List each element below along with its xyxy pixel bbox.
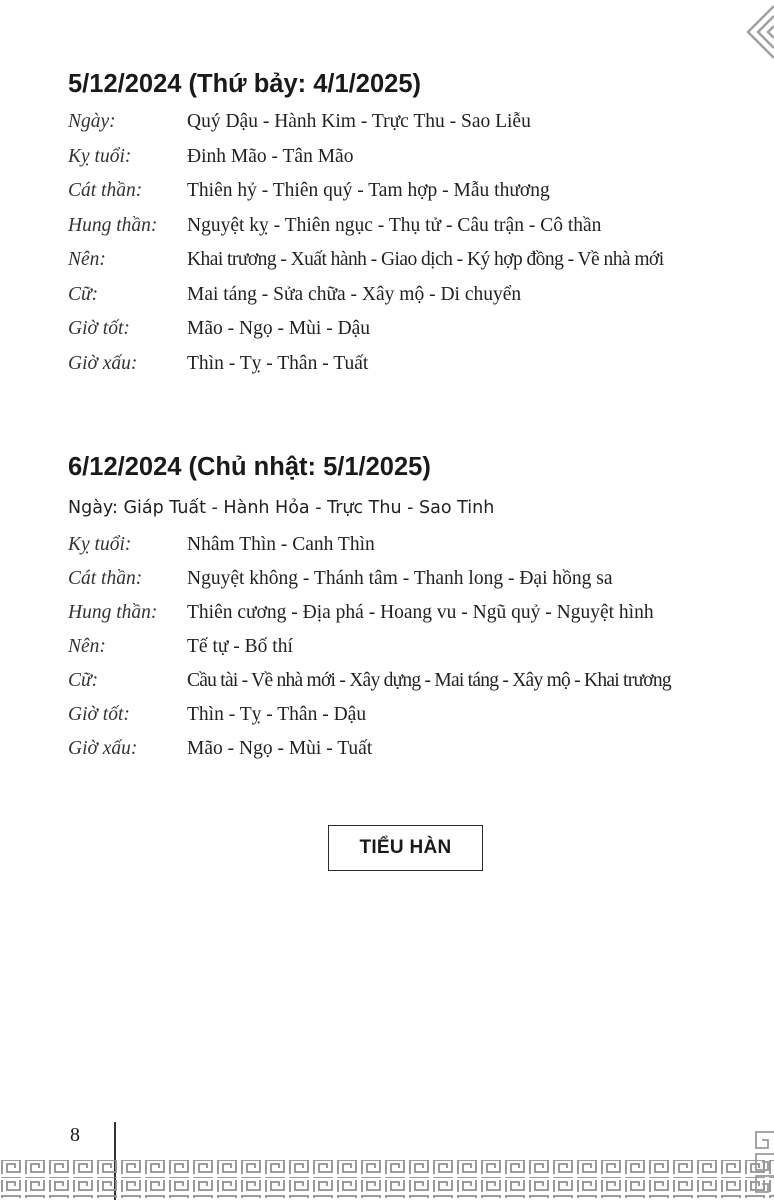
entry-value: Thiên cương - Địa phá - Hoang vu - Ngũ quỷ - Nguyệt hình (187, 602, 654, 623)
entry-row-ky-tuoi (0, 146, 774, 178)
entry-label: Cát thần: (68, 568, 143, 589)
entry-row-cu (0, 670, 774, 702)
entry-value: Tế tự - Bố thí (187, 636, 293, 657)
entry-value: Thìn - Tỵ - Thân - Tuất (187, 352, 369, 374)
entry-value: Quý Dậu - Hành Kim - Trực Thu - Sao Liễu (187, 111, 531, 132)
entry-value: Thìn - Tỵ - Thân - Dậu (187, 704, 367, 725)
entry-label: Giờ xấu: (68, 738, 138, 759)
entry-row-ngay: Ngày: Giáp Tuất - Hành Hỏa - Trực Thu - Sao Tinh (68, 498, 495, 518)
entry-row-cat-than (0, 568, 774, 600)
entry-row-ky-tuoi (0, 534, 774, 566)
entry-row-gio-xau (0, 738, 774, 770)
entry-label: Kỵ tuổi: (68, 534, 132, 555)
entry-row-cu (0, 284, 774, 316)
entry-label: Hung thần: (68, 602, 158, 623)
entry-row-nen (0, 249, 774, 281)
entry-row-nen (0, 636, 774, 668)
entry-label: Giờ tốt: (68, 704, 130, 725)
entry-label: Hung thần: (68, 214, 158, 236)
entry-value: Mão - Ngọ - Mùi - Tuất (187, 738, 373, 759)
solar-term-box: TIỂU HÀN (328, 825, 483, 871)
entry-value: Khai trương - Xuất hành - Giao dịch - Ký hợp đồng - Về nhà mới (187, 249, 664, 270)
entry-value: Nguyệt không - Thánh tâm - Thanh long - Đại hồng sa (187, 568, 613, 589)
entry-row-hung-than (0, 602, 774, 634)
page-number: 8 (70, 1124, 80, 1146)
entry-value: Nguyệt kỵ - Thiên ngục - Thụ tử - Câu trận - Cô thần (187, 214, 602, 236)
entry-value: Mão - Ngọ - Mùi - Dậu (187, 318, 371, 339)
corner-ornament-icon (734, 0, 774, 70)
entry-label: Kỵ tuổi: (68, 145, 132, 167)
entry-label: Ngày: (68, 111, 116, 132)
entry-row-hung-than (0, 215, 774, 247)
entry-value: Đinh Mão - Tân Mão (187, 145, 354, 167)
entry-label: Nên: (68, 249, 106, 270)
entry-row-gio-tot (0, 704, 774, 736)
entry-label: Giờ tốt: (68, 318, 130, 339)
entry-row-gio-xau (0, 353, 774, 385)
day-heading: 5/12/2024 (Thứ bảy: 4/1/2025) (68, 70, 421, 98)
entry-label: Cát thần: (68, 180, 143, 201)
day-heading: 6/12/2024 (Chủ nhật: 5/1/2025) (68, 453, 431, 481)
entry-row-gio-tot (0, 318, 774, 350)
side-ornament-icon (750, 1128, 774, 1200)
entry-row-cat-than (0, 180, 774, 212)
entry-row-ngay (0, 111, 774, 143)
greek-key-border-icon (0, 1158, 774, 1200)
entry-label: Nên: (68, 636, 106, 657)
entry-value: Cầu tài - Về nhà mới - Xây dựng - Mai táng - Xây mộ - Khai trương (187, 670, 671, 691)
entry-value: Thiên hỷ - Thiên quý - Tam hợp - Mẫu thương (187, 180, 550, 201)
entry-label: Cữ: (68, 283, 99, 305)
entry-value: Nhâm Thìn - Canh Thìn (187, 534, 375, 555)
entry-label: Cữ: (68, 670, 99, 691)
entry-label: Giờ xấu: (68, 352, 138, 374)
entry-value: Mai táng - Sửa chữa - Xây mộ - Di chuyển (187, 283, 522, 305)
